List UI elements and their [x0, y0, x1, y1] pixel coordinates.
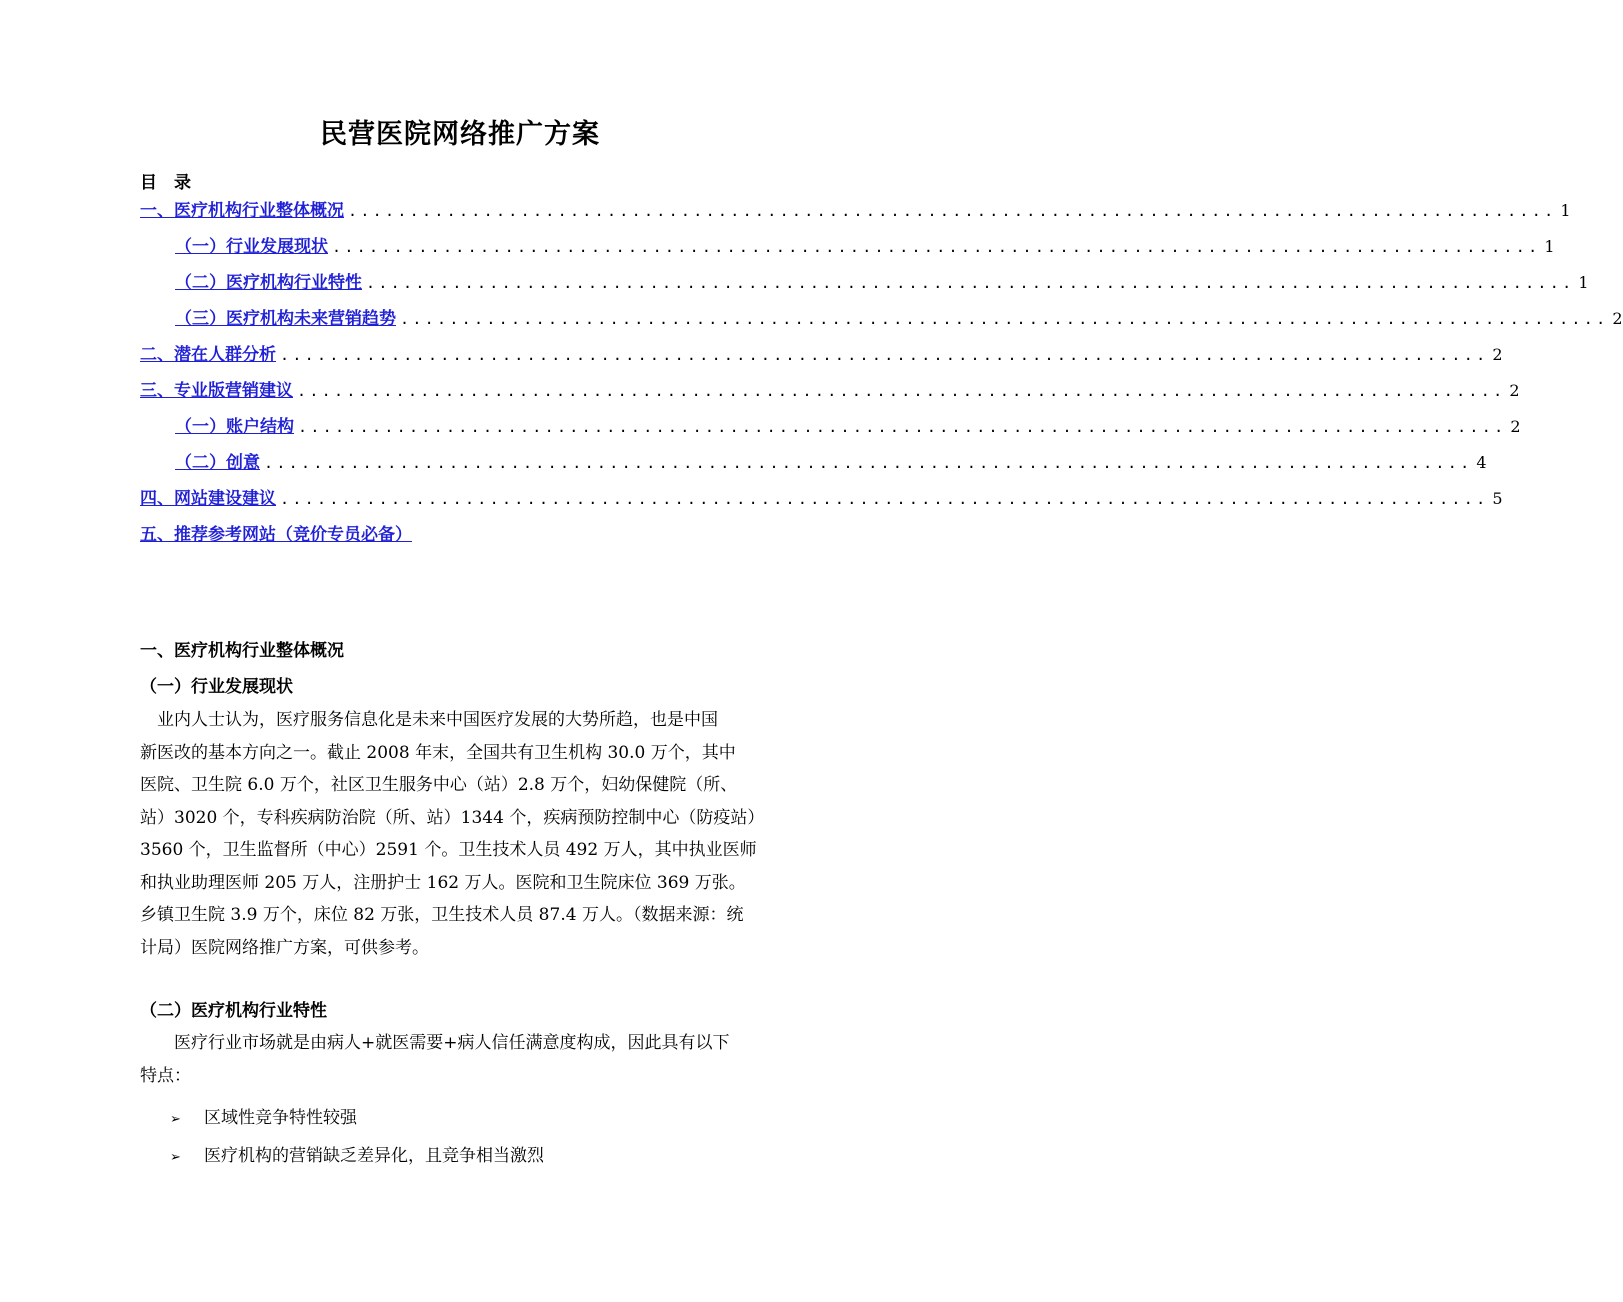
- paragraph-line: 医疗行业市场就是由病人+就医需要+病人信任满意度构成，因此具有以下: [140, 1033, 730, 1053]
- toc-item-page: 1: [1544, 237, 1555, 256]
- toc-item-label[interactable]: （三）医疗机构未来营销趋势: [175, 309, 396, 329]
- toc-leader-dots: ..................................................................................................: [400, 310, 1609, 328]
- arrow-bullet-icon: ➢: [170, 1112, 181, 1127]
- paragraph-line: 乡镇卫生院 3.9 万个，床位 82 万张，卫生技术人员 87.4 万人。（数据来源：统: [140, 905, 744, 925]
- toc-item[interactable]: [175, 232, 1555, 268]
- toc-item-page: 1: [1560, 201, 1571, 220]
- toc-heading: 目 录: [140, 173, 191, 193]
- toc-item-label[interactable]: 四、网站建设建议: [140, 489, 276, 509]
- toc-item[interactable]: [140, 376, 1520, 412]
- toc-leader-dots: ..................................................................................................: [366, 274, 1575, 292]
- paragraph-line: 新医改的基本方向之一。截止 2008 年末，全国共有卫生机构 30.0 万个，其中: [140, 742, 736, 763]
- toc-item-label[interactable]: （一）账户结构: [175, 417, 294, 437]
- document-title: 民营医院网络推广方案: [320, 119, 600, 150]
- toc-item-label[interactable]: 二、潜在人群分析: [140, 345, 276, 365]
- toc-item[interactable]: [140, 196, 1571, 232]
- paragraph-line: 医院、卫生院 6.0 万个，社区卫生服务中心（站）2.8 万个，妇幼保健院（所、: [140, 775, 738, 795]
- paragraph-line: 站）3020 个，专科疾病防治院（所、站）1344 个，疾病预防控制中心（防疫站）: [140, 807, 765, 828]
- bullet-text: 医疗机构的营销缺乏差异化，且竞争相当激烈: [204, 1146, 544, 1166]
- toc-leader-dots: ..................................................................................................: [298, 418, 1507, 436]
- bullet-item: [170, 1103, 357, 1128]
- toc-item-page: 2: [1510, 417, 1521, 436]
- paragraph-line: 和执业助理医师 205 万人，注册护士 162 万人。医院和卫生院床位 369 万张。: [140, 872, 746, 893]
- paragraph-line: 业内人士认为，医疗服务信息化是未来中国医疗发展的大势所趋，也是中国: [140, 710, 718, 730]
- toc-item-label[interactable]: （一）行业发展现状: [175, 237, 328, 257]
- toc-item-page: 2: [1612, 309, 1623, 328]
- toc-item-page: 4: [1476, 453, 1487, 472]
- toc-leader-dots: ..................................................................................................: [348, 202, 1557, 220]
- toc-item[interactable]: [140, 520, 412, 556]
- toc-leader-dots: ..................................................................................................: [332, 238, 1541, 256]
- toc-item[interactable]: [175, 448, 1487, 484]
- bullet-text: 区域性竞争特性较强: [204, 1108, 357, 1128]
- toc-item-label[interactable]: （二）创意: [175, 453, 260, 473]
- body-paragraph: [140, 1027, 780, 1092]
- toc-leader-dots: ..................................................................................................: [297, 382, 1506, 400]
- body-paragraph: [140, 704, 780, 964]
- toc-item[interactable]: [140, 484, 1503, 520]
- toc-leader-dots: ..................................................................................................: [264, 454, 1473, 472]
- section-heading: 一、医疗机构行业整体概况: [140, 641, 344, 661]
- toc-item[interactable]: [140, 340, 1503, 376]
- bullet-item: [170, 1141, 544, 1166]
- paragraph-line: 计局）医院网络推广方案，可供参考。: [140, 937, 429, 958]
- subsection-heading: （二）医疗机构行业特性: [140, 1001, 327, 1021]
- toc-item[interactable]: [175, 268, 1589, 304]
- toc-item[interactable]: [175, 304, 1623, 340]
- toc-item-label[interactable]: 一、医疗机构行业整体概况: [140, 201, 344, 221]
- toc-item-page: 2: [1492, 345, 1503, 364]
- toc-item-label[interactable]: 五、推荐参考网站（竞价专员必备）: [140, 525, 412, 545]
- toc-item[interactable]: [175, 412, 1521, 448]
- toc-item-label[interactable]: （二）医疗机构行业特性: [175, 273, 362, 293]
- arrow-bullet-icon: ➢: [170, 1150, 181, 1165]
- toc-item-page: 1: [1578, 273, 1589, 292]
- toc-item-page: 2: [1509, 381, 1520, 400]
- paragraph-line: 特点：: [140, 1065, 191, 1086]
- toc-leader-dots: ..................................................................................................: [280, 346, 1489, 364]
- paragraph-line: 3560 个，卫生监督所（中心）2591 个。卫生技术人员 492 万人，其中执业医师: [140, 840, 757, 860]
- toc-item-label[interactable]: 三、专业版营销建议: [140, 381, 293, 401]
- toc-leader-dots: ..................................................................................................: [280, 490, 1489, 508]
- subsection-heading: （一）行业发展现状: [140, 677, 293, 697]
- toc-item-page: 5: [1492, 489, 1503, 508]
